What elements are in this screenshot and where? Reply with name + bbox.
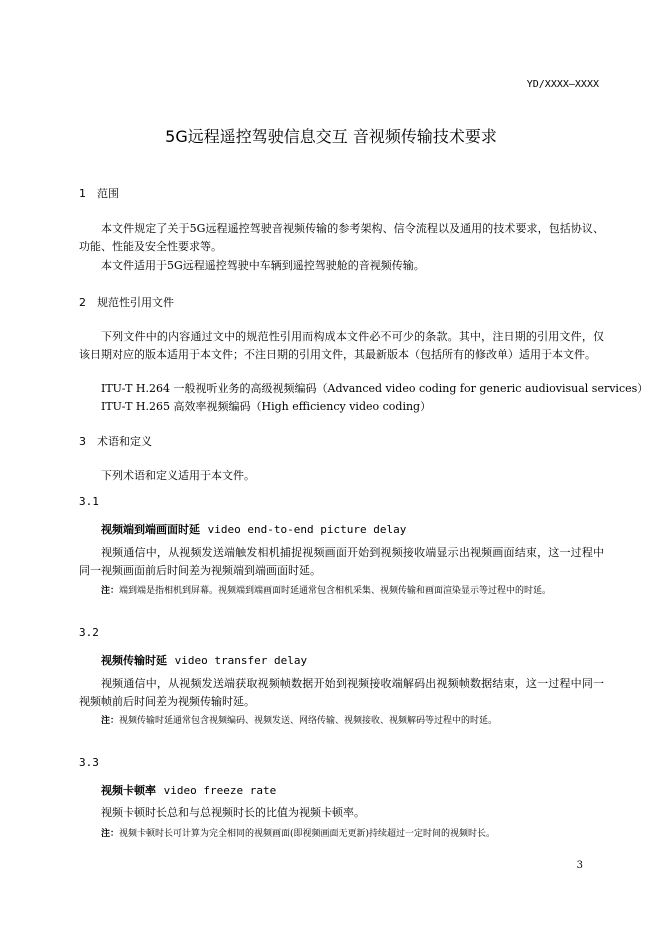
note-label: 注： <box>101 586 120 596</box>
note-text: 视频卡顿时长可计算为完全相同的视频画面(即视频画面无更新)持续超过一定时间的视频时长。 <box>119 829 496 839</box>
section-heading-scope <box>79 185 119 201</box>
section-heading-terms <box>79 433 152 449</box>
terms-intro: 下列术语和定义适用于本文件。 <box>101 469 255 482</box>
section-number: 2 <box>79 296 86 309</box>
term-number: 3.2 <box>79 626 99 639</box>
term-en: video transfer delay <box>174 654 308 667</box>
reference-h264: ITU-T H.264 一般视听业务的高级视频编码（Advanced video coding for generic audiovisual services） <box>101 382 649 395</box>
term-en: video freeze rate <box>163 784 277 797</box>
term-note <box>101 583 551 596</box>
term-note <box>101 826 495 839</box>
note-text: 端到端是指相机到屏幕。视频端到端画面时延通常包含相机采集、视频传输和画面渲染显示等过程中的时延。 <box>119 586 552 596</box>
term-title <box>101 521 406 537</box>
document-code: YD/XXXX—XXXX <box>526 79 599 90</box>
references-paragraph: 下列文件中的内容通过文中的规范性引用而构成本文件必不可少的条款。其中，注日期的引用文件，仅该日期对应的版本适用于本文件；不注日期的引用文件，其最新版本（包括所有的修改单）适用于本文件。 <box>79 330 604 361</box>
section-number: 1 <box>79 187 86 200</box>
term-en: video end-to-end picture delay <box>207 523 407 536</box>
term-title <box>101 652 307 668</box>
term-definition: 视频卡顿时长总和与总视频时长的比值为视频卡顿率。 <box>101 806 365 819</box>
term-definition: 视频通信中，从视频发送端触发相机捕捉视频画面开始到视频接收端显示出视频画面结束，这一过程中同一视频画面前后时间差为视频端到端画面时延。 <box>79 546 604 577</box>
scope-paragraph-2: 本文件适用于5G远程遥控驾驶中车辆到遥控驾驶舱的音视频传输。 <box>101 259 425 272</box>
note-text: 视频传输时延通常包含视频编码、视频发送、网络传输、视频接收、视频解码等过程中的时延。 <box>119 716 498 726</box>
term-note <box>101 713 497 726</box>
term-cn: 视频卡顿率 <box>101 784 156 797</box>
section-number: 3 <box>79 435 86 448</box>
note-label: 注： <box>101 829 120 839</box>
term-definition: 视频通信中，从视频发送端获取视频帧数据开始到视频接收端解码出视频帧数据结束，这一过程中同一视频帧前后时间差为视频传输时延。 <box>79 677 604 708</box>
section-heading-normative-references <box>79 294 174 310</box>
term-title <box>101 782 276 798</box>
section-title: 术语和定义 <box>97 435 152 448</box>
reference-h265: ITU-T H.265 高效率视频编码（High efficiency video coding） <box>101 400 432 413</box>
term-cn: 视频端到端画面时延 <box>101 523 200 536</box>
term-number: 3.3 <box>79 756 99 769</box>
section-title: 规范性引用文件 <box>97 296 174 309</box>
term-cn: 视频传输时延 <box>101 654 167 667</box>
document-title: 5G远程遥控驾驶信息交互 音视频传输技术要求 <box>165 127 497 146</box>
section-title: 范围 <box>97 187 119 200</box>
term-number: 3.1 <box>79 495 99 508</box>
page-number: 3 <box>576 860 583 871</box>
scope-paragraph-1: 本文件规定了关于5G远程遥控驾驶音视频传输的参考架构、信令流程以及通用的技术要求，包括协议、功能、性能及安全性要求等。 <box>79 222 604 253</box>
note-label: 注： <box>101 716 120 726</box>
